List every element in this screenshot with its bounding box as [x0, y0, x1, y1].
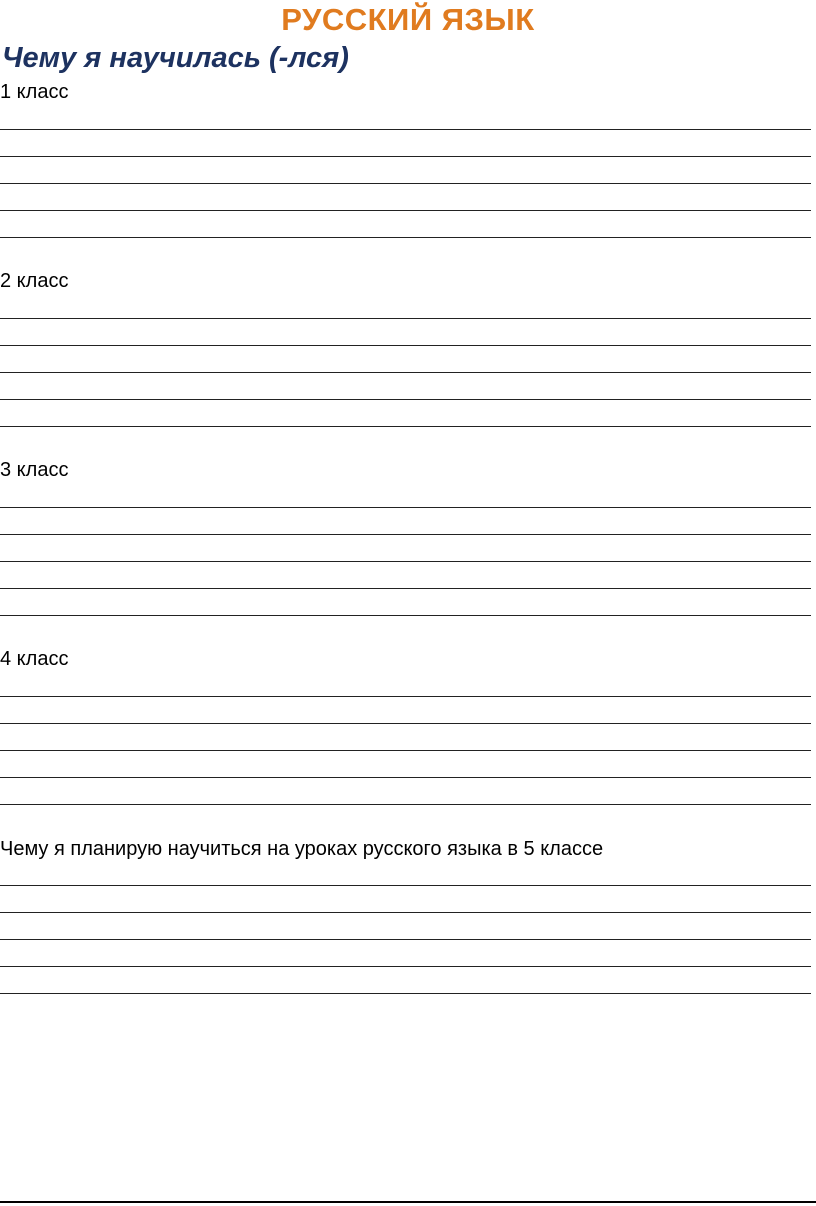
- answer-line[interactable]: [0, 426, 811, 427]
- answer-line[interactable]: [0, 507, 811, 508]
- answer-line[interactable]: [0, 399, 811, 400]
- answer-line[interactable]: [0, 534, 811, 535]
- answer-line[interactable]: [0, 345, 811, 346]
- section-label-grade-4: 4 класс: [0, 648, 69, 670]
- answer-line[interactable]: [0, 183, 811, 184]
- answer-line[interactable]: [0, 723, 811, 724]
- answer-line[interactable]: [0, 777, 811, 778]
- answer-line[interactable]: [0, 912, 811, 913]
- page-title: РУССКИЙ ЯЗЫК: [281, 2, 535, 37]
- answer-line[interactable]: [0, 885, 811, 886]
- answer-line[interactable]: [0, 129, 811, 130]
- section-label-grade-5-plan: Чему я планирую научиться на уроках русского языка в 5 классе: [0, 838, 604, 860]
- answer-line[interactable]: [0, 696, 811, 697]
- section-label-grade-2: 2 класс: [0, 270, 69, 292]
- answer-line[interactable]: [0, 615, 811, 616]
- answer-line[interactable]: [0, 210, 811, 211]
- section-label-grade-3: 3 класс: [0, 459, 69, 481]
- answer-line[interactable]: [0, 993, 811, 994]
- page-bottom-border: [0, 1201, 816, 1203]
- answer-line[interactable]: [0, 804, 811, 805]
- answer-line[interactable]: [0, 318, 811, 319]
- section-label-grade-1: 1 класс: [0, 81, 69, 103]
- answer-line[interactable]: [0, 237, 811, 238]
- answer-line[interactable]: [0, 750, 811, 751]
- page-subtitle: Чему я научилась (-лся): [2, 42, 349, 74]
- answer-line[interactable]: [0, 372, 811, 373]
- answer-line[interactable]: [0, 156, 811, 157]
- answer-line[interactable]: [0, 588, 811, 589]
- answer-line[interactable]: [0, 966, 811, 967]
- answer-line[interactable]: [0, 939, 811, 940]
- answer-line[interactable]: [0, 561, 811, 562]
